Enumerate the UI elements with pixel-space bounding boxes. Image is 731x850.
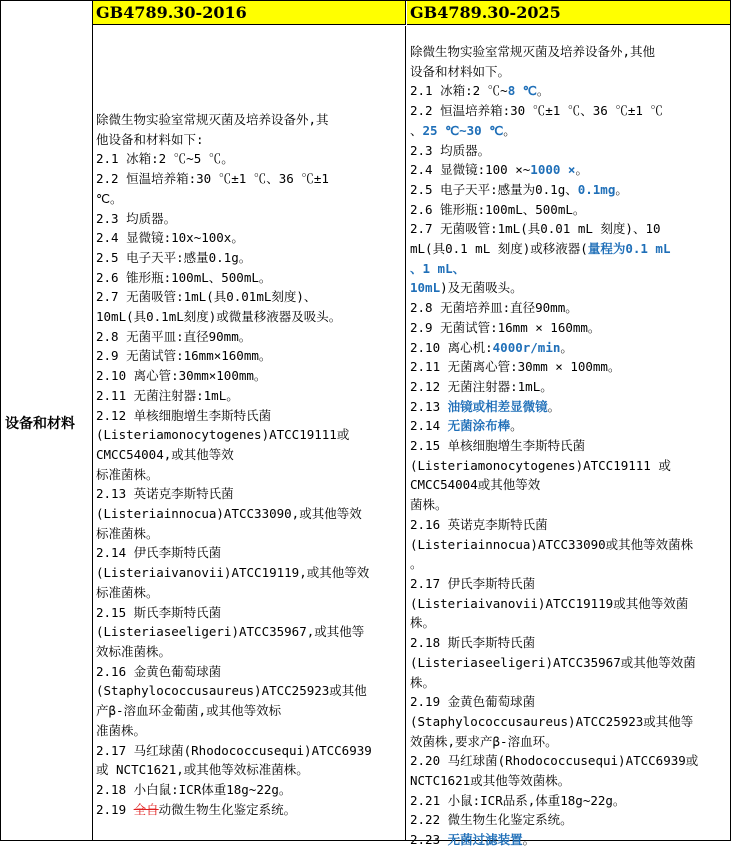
text-line: 2.3 均质器。 xyxy=(96,210,177,226)
text-line: 2.6 锥形瓶:100mL、500mL。 xyxy=(410,201,586,217)
text-line: 2.1 冰箱:2 ℃~5 ℃。 xyxy=(96,151,234,167)
text-line: 2.23 无菌过滤装置。 xyxy=(410,832,536,848)
text-line: 除微生物实验室常规灭菌及培养设备外,其他 xyxy=(410,44,656,59)
text-line: 2.19 全自动微生物生化鉴定系统。 xyxy=(96,801,297,817)
text-line: (Listeriaivanovii)ATCC19119,或其他等效 xyxy=(96,565,370,581)
text-line: 2.10 离心机:4000r/min。 xyxy=(410,339,573,355)
text-line: 2.12 单核细胞增生李斯特氏菌 xyxy=(96,407,272,423)
text-line: 标准菌株。 xyxy=(96,466,159,482)
changed-text: 1000 × xyxy=(530,162,576,178)
text-line: ℃。 xyxy=(96,190,123,206)
changed-text: 8 ℃ xyxy=(507,83,537,99)
text-line: 他设备和材料如下: xyxy=(96,131,204,147)
changed-text: 量程为0.1 mL xyxy=(587,241,671,257)
text-line: 标准菌株。 xyxy=(96,525,159,541)
text-line: 除微生物实验室常规灭菌及培养设备外,其 xyxy=(96,112,329,127)
text-line: 2.2 恒温培养箱:30 ℃±1 ℃、36 ℃±1 ℃ xyxy=(410,103,663,119)
text-line: (Listeriamonocytogenes)ATCC19111或 xyxy=(96,427,350,443)
text-line: 2.15 斯氏李斯特氏菌 xyxy=(96,604,222,620)
changed-text: 10mL xyxy=(410,280,441,296)
text-line: 10mL)及无菌吸头。 xyxy=(410,280,523,296)
text-line: 2.18 斯氏李斯特氏菌 xyxy=(410,635,536,651)
text-line: CMCC54004,或其他等效 xyxy=(96,446,234,462)
header-2016: GB4789.30-2016 xyxy=(93,1,406,25)
changed-text: 无菌过滤装置 xyxy=(447,832,523,848)
changed-text: 、1 mL、 xyxy=(410,260,466,276)
text-line xyxy=(410,259,728,279)
text-line: 效标准菌株。 xyxy=(96,643,172,659)
text-line: 2.12 无菌注射器:1mL。 xyxy=(410,378,553,394)
text-line: 2.11 无菌离心管:30mm × 100mm。 xyxy=(410,359,621,375)
text-line: 或 NCTC1621,或其他等效标准菌株。 xyxy=(96,762,309,778)
text-line: 株。 xyxy=(410,615,436,631)
text-line: 设备和材料如下。 xyxy=(410,63,511,79)
text-line: 、25 ℃~30 ℃。 xyxy=(410,122,516,138)
text-line: 效菌株,要求产β-溶血环。 xyxy=(410,733,558,749)
content-2025 xyxy=(407,26,730,848)
text-line: 2.10 离心管:30mm×100mm。 xyxy=(96,368,267,384)
text-line: 2.13 英诺克李斯特氏菌 xyxy=(96,486,234,502)
text-line: 2.16 金黄色葡萄球菌 xyxy=(96,663,222,679)
changed-text: 0.1mg xyxy=(577,181,616,197)
content-2016 xyxy=(93,26,406,840)
text-line: 2.15 单核细胞增生李斯特氏菌 xyxy=(410,438,586,454)
text-line: (Staphylococcusaureus)ATCC25923或其他 xyxy=(96,683,367,699)
text-line: 2.17 马红球菌(Rhodococcusequi)ATCC6939 xyxy=(96,742,372,758)
text-line: 2.5 电子天平:感量为0.1g、0.1mg。 xyxy=(410,181,628,197)
row-label: 设备和材料 xyxy=(5,416,75,432)
text-line: 2.21 小鼠:ICR品系,体重18g~22g。 xyxy=(410,792,626,808)
text-line: 2.9 无菌试管:16mm×160mm。 xyxy=(96,348,272,364)
text-line: 2.14 无菌涂布棒。 xyxy=(410,418,523,434)
text-line: (Staphylococcusaureus)ATCC25923或其他等 xyxy=(410,713,694,729)
changed-text: 油镜或相差显微镜 xyxy=(447,398,548,414)
changed-text: 4000r/min xyxy=(492,339,561,355)
text-line: (Listeriaseeligeri)ATCC35967或其他等效菌 xyxy=(410,654,696,670)
text-line: 2.8 无菌培养皿:直径90mm。 xyxy=(410,300,578,316)
text-line: 2.7 无菌吸管:1mL(具0.01 mL 刻度)、10 xyxy=(410,221,661,237)
text-line: 2.8 无菌平皿:直径90mm。 xyxy=(96,328,252,344)
text-line: 2.18 小白鼠:ICR体重18g~22g。 xyxy=(96,781,292,797)
text-line: 2.22 微生物生化鉴定系统。 xyxy=(410,812,573,828)
text-line: 2.3 均质器。 xyxy=(410,142,491,158)
text-line: 准菌株。 xyxy=(96,722,147,738)
row-label-cell xyxy=(1,1,93,840)
text-line: (Listeriainnocua)ATCC33090或其他等效菌株 xyxy=(410,536,694,552)
text-line: 2.1 冰箱:2 ℃~8 ℃。 xyxy=(410,83,550,99)
text-line: 标准菌株。 xyxy=(96,584,159,600)
text-line: 10mL(具0.1mL刻度)或微量移液器及吸头。 xyxy=(96,309,342,325)
text-line: 。 xyxy=(410,556,423,572)
text-line: 株。 xyxy=(410,674,436,690)
text-line: 2.11 无菌注射器:1mL。 xyxy=(96,387,239,403)
deleted-text: 全自 xyxy=(133,801,159,817)
text-line: 2.13 油镜或相差显微镜。 xyxy=(410,398,561,414)
text-line: 菌株。 xyxy=(410,497,448,513)
text-line: 2.4 显微镜:100 ×~1000 ×。 xyxy=(410,162,588,178)
text-line: 2.4 显微镜:10x~100x。 xyxy=(96,230,244,246)
text-line: 2.6 锥形瓶:100mL、500mL。 xyxy=(96,269,272,285)
text-line: mL(具0.1 mL 刻度)或移液器(量程为0.1 mL xyxy=(410,241,671,257)
text-line: 2.19 金黄色葡萄球菌 xyxy=(410,694,536,710)
text-line: NCTC1621或其他等效菌株。 xyxy=(410,773,571,789)
text-line: 2.9 无菌试管:16mm × 160mm。 xyxy=(410,319,601,335)
text-line: 2.20 马红球菌(Rhodococcusequi)ATCC6939或 xyxy=(410,753,699,769)
text-line: 2.2 恒温培养箱:30 ℃±1 ℃、36 ℃±1 xyxy=(96,171,329,187)
text-line: 2.16 英诺克李斯特氏菌 xyxy=(410,516,548,532)
text-line: (Listeriamonocytogenes)ATCC19111 或 xyxy=(410,457,671,473)
text-line: (Listeriaseeligeri)ATCC35967,或其他等 xyxy=(96,624,365,640)
text-line: 产β-溶血环金葡菌,或其他等效标 xyxy=(96,703,282,719)
text-line: 2.5 电子天平:感量0.1g。 xyxy=(96,249,252,265)
text-line: CMCC54004或其他等效 xyxy=(410,477,541,493)
header-2025: GB4789.30-2025 xyxy=(407,1,730,25)
text-line: 2.14 伊氏李斯特氏菌 xyxy=(96,545,222,561)
text-line: (Listeriainnocua)ATCC33090,或其他等效 xyxy=(96,506,362,522)
text-line: 2.7 无菌吸管:1mL(具0.01mL刻度)、 xyxy=(96,289,317,305)
text-line: 2.17 伊氏李斯特氏菌 xyxy=(410,575,536,591)
text-line: (Listeriaivanovii)ATCC19119或其他等效菌 xyxy=(410,595,689,611)
changed-text: 25 ℃~30 ℃ xyxy=(422,122,504,138)
changed-text: 无菌涂布棒 xyxy=(447,418,511,434)
